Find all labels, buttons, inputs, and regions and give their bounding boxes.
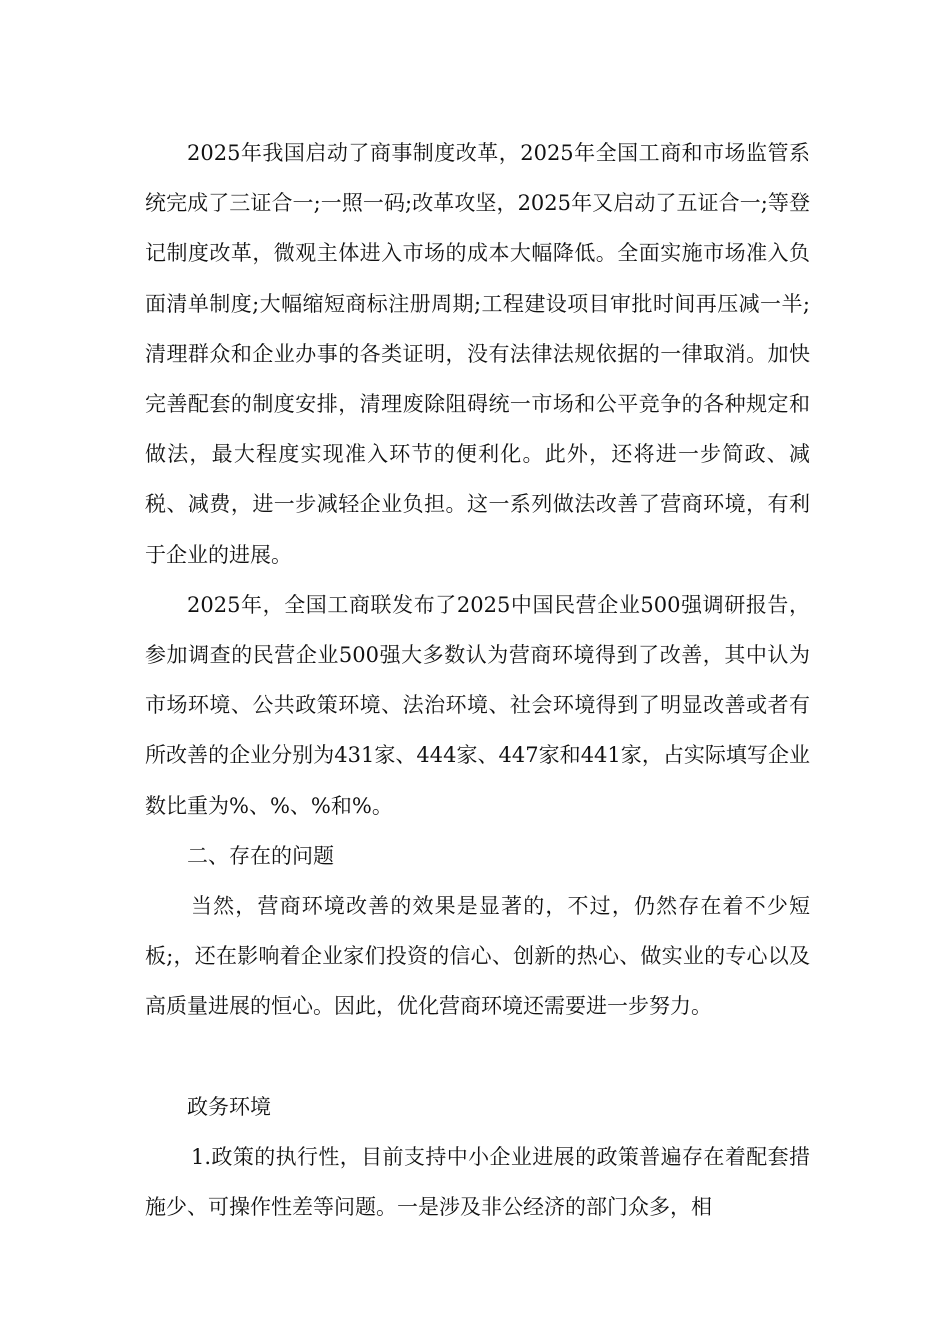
blank-line bbox=[145, 1032, 810, 1082]
paragraph-policy-execution: 1.政策的执行性，目前支持中小企业进展的政策普遍存在着配套措施少、可操作性差等问题。一是涉及非公经济的部门众多，相 bbox=[145, 1144, 810, 1220]
paragraph-business-reform: 2025年我国启动了商事制度改革，2025年全国工商和市场监管系统完成了三证合一;一照一码;改革攻坚，2025年又启动了五证合一;等登记制度改革，微观主体进入市场的成本大幅降低。全面实施市场准入负面清单制度;大幅缩短商标注册周期;工程建设项目审批时间再压减一半;清理群众和企业办事的各类证明，没有法律法规依据的一律取消。加快完善配套的制度安排，清理废除阻碍统一市场和公平竞争的各种规定和做法，最大程度实现准入环节的便利化。此外，还将进一步简政、减税、减费，进一步减轻企业负担。这一系列做法改善了营商环境，有利于企业的进展。 bbox=[145, 141, 810, 567]
paragraph-survey-report: 2025年，全国工商联发布了2025中国民营企业500强调研报告，参加调查的民营企业500强大多数认为营商环境得到了改善，其中认为市场环境、公共政策环境、法治环境、社会环境得到了明显改善或者有所改善的企业分别为431家、444家、447家和441家，占实际填写企业数比重为%、%、%和%。 bbox=[145, 592, 810, 818]
document-body bbox=[145, 128, 810, 1232]
paragraph-problems: 当然，营商环境改善的效果是显著的，不过，仍然存在着不少短板;，还在影响着企业家们投资的信心、创新的热心、做实业的专心以及高质量进展的恒心。因此，优化营商环境还需要进一步努力。 bbox=[145, 894, 810, 1019]
section-heading: 二、存在的问题 bbox=[187, 843, 334, 868]
subheading-government-environment: 政务环境 bbox=[187, 1094, 271, 1119]
